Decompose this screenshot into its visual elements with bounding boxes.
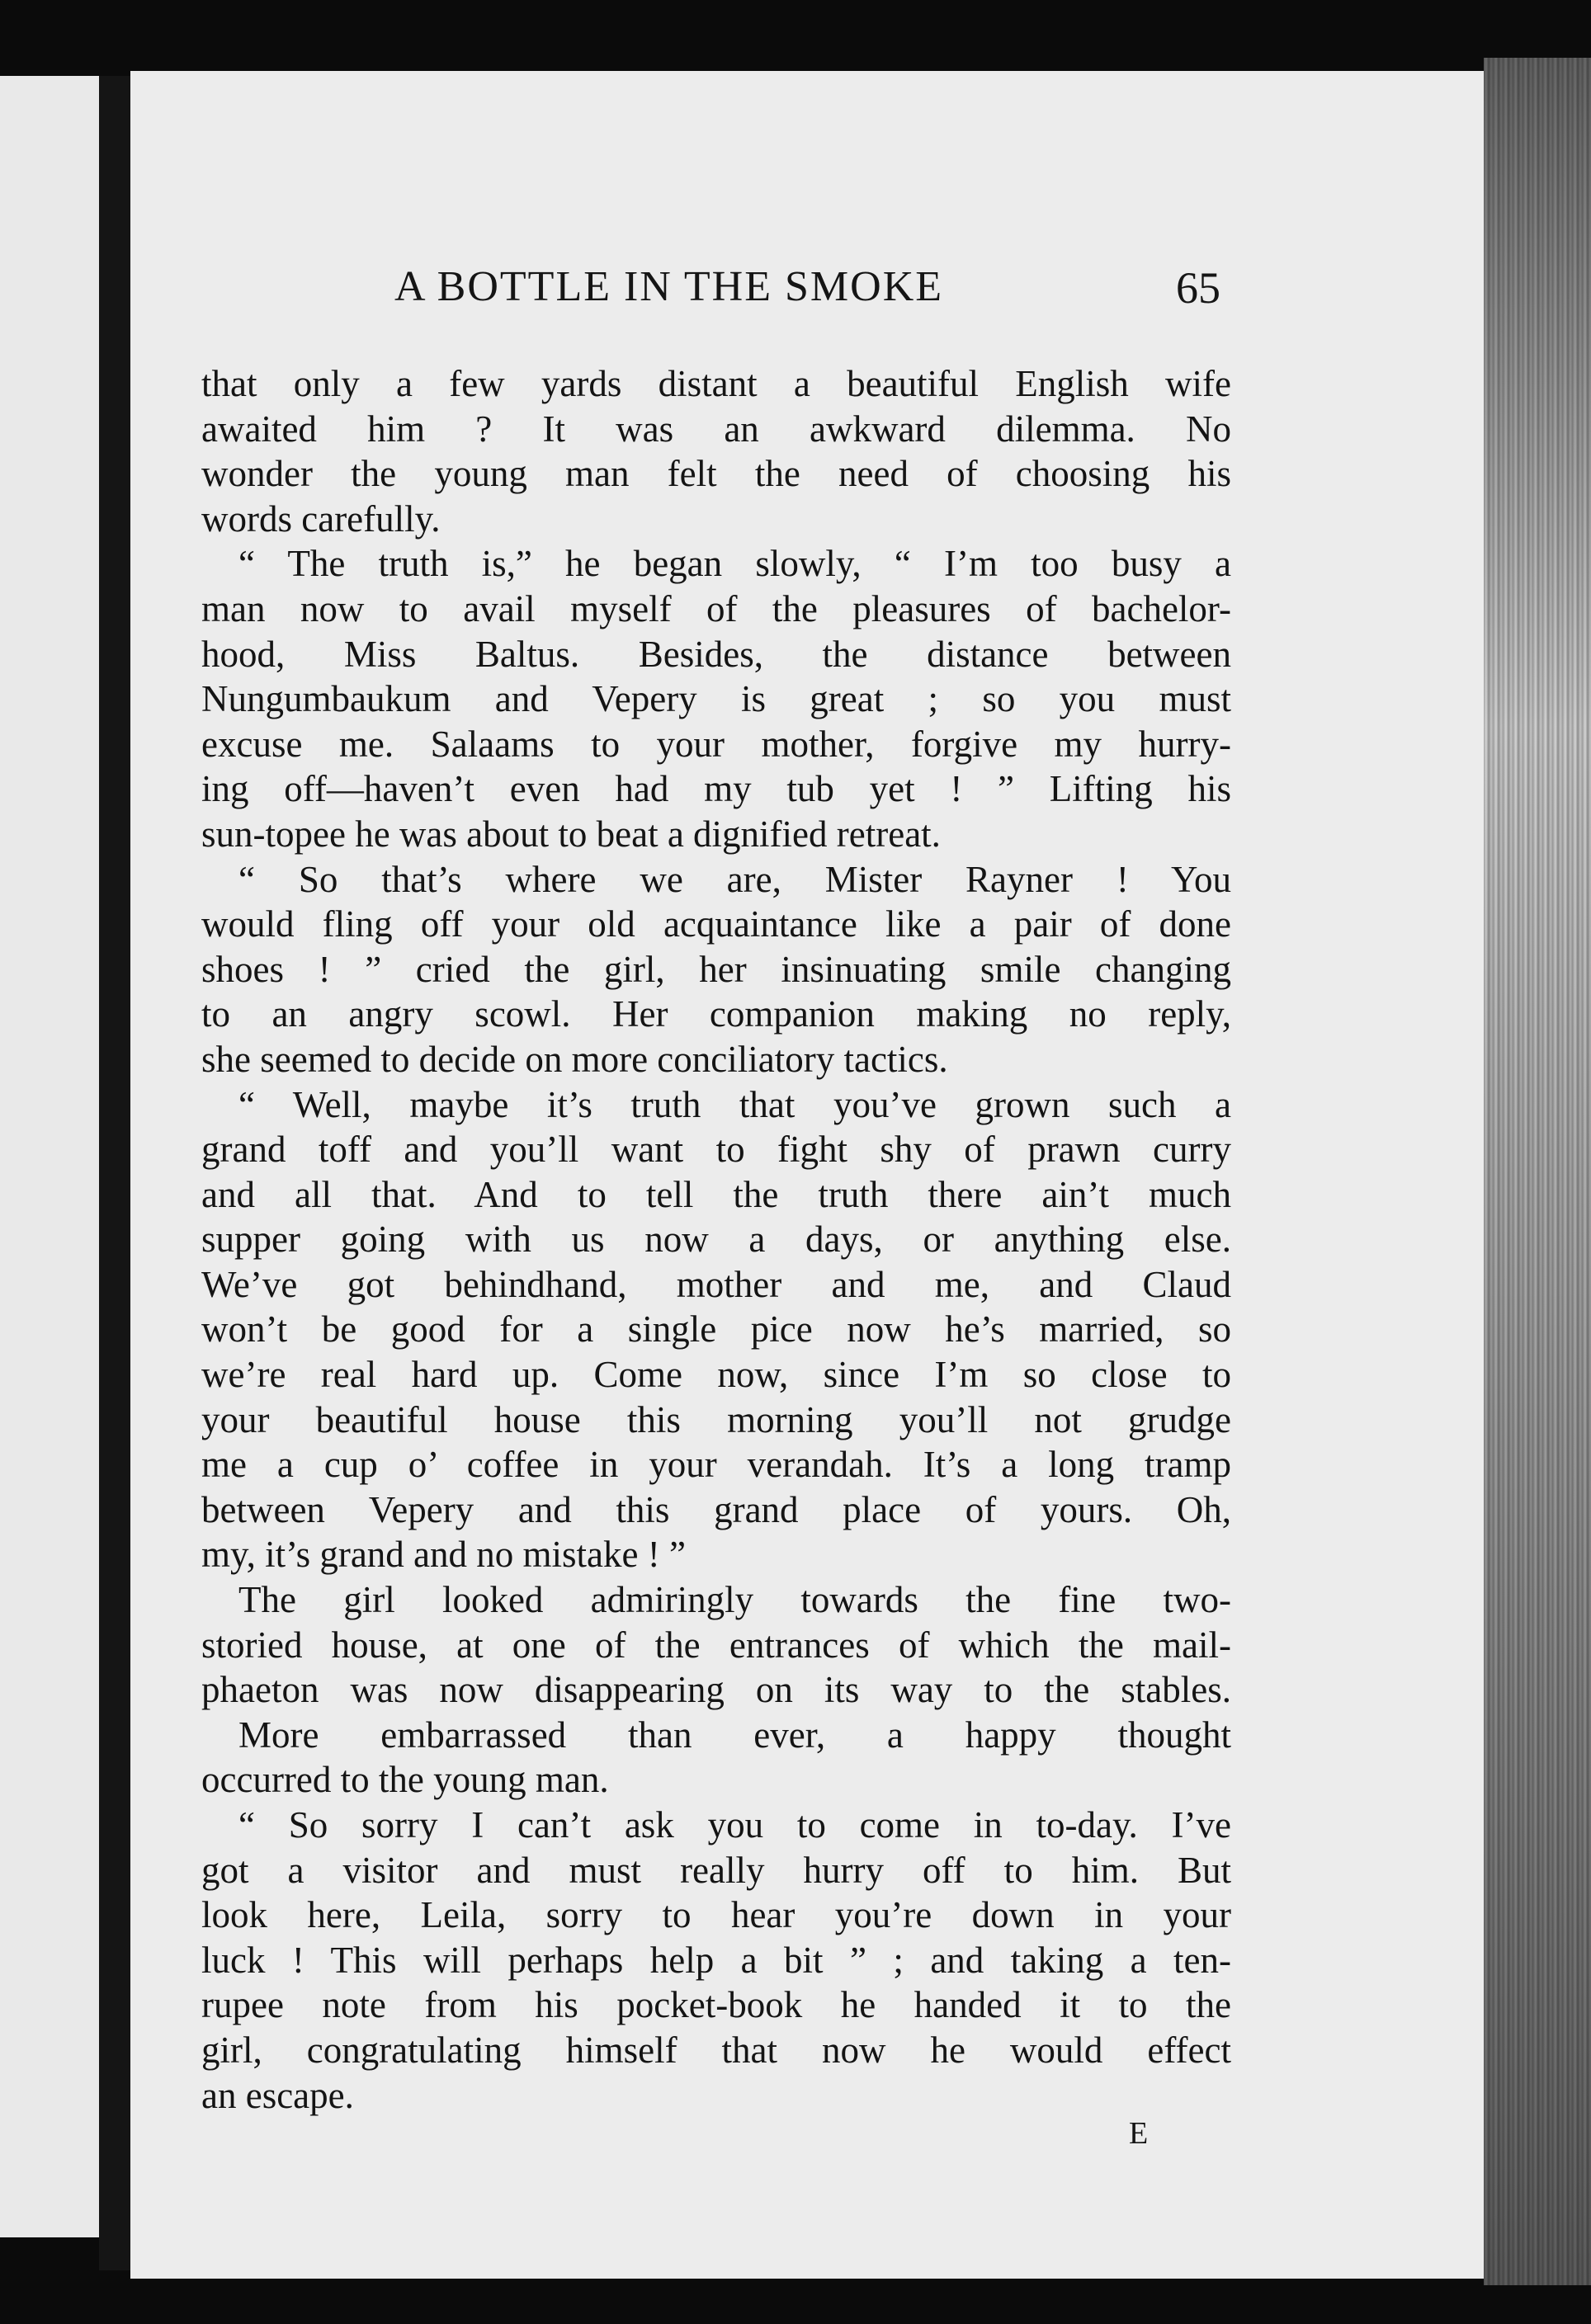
running-title: A BOTTLE IN THE SMOKE <box>394 263 944 310</box>
text-line: excuse me. Salaams to your mother, forgive my hurry- <box>201 723 1231 765</box>
text-line: your beautiful house this morning you’ll not grudge <box>201 1398 1231 1440</box>
left-page-edge <box>0 76 99 2237</box>
page-number: 65 <box>1176 263 1220 313</box>
text-line: wonder the young man felt the need of choosing his <box>201 453 1231 495</box>
signature-mark: E <box>1129 2116 1149 2151</box>
text-line: she seemed to decide on more conciliatory tactics. <box>201 1038 948 1080</box>
text-line: “ So that’s where we are, Mister Rayner ! You <box>238 858 1231 900</box>
book-gutter <box>99 76 130 2270</box>
page-block-edges <box>1484 58 1591 2285</box>
text-line: and all that. And to tell the truth there ain’t much <box>201 1173 1231 1215</box>
text-line: an escape. <box>201 2074 354 2116</box>
text-line: luck ! This will perhaps help a bit ” ; and taking a ten- <box>201 1939 1231 1981</box>
text-line: won’t be good for a single pice now he’s married, so <box>201 1308 1231 1351</box>
text-line: me a cup o’ coffee in your verandah. It’s a long tramp <box>201 1444 1231 1486</box>
text-line: ing off—haven’t even had my tub yet ! ” Lifting his <box>201 768 1231 810</box>
text-line: Nungumbaukum and Vepery is great ; so you must <box>201 678 1231 720</box>
text-line: that only a few yards distant a beautiful English wife <box>201 363 1231 404</box>
text-line: We’ve got behindhand, mother and me, and Claud <box>201 1263 1231 1305</box>
text-line: got a visitor and must really hurry off to him. But <box>201 1849 1231 1891</box>
text-line: girl, congratulating himself that now he would effect <box>201 2029 1231 2071</box>
text-line: words carefully. <box>201 497 441 540</box>
text-line: awaited him ? It was an awkward dilemma. No <box>201 408 1231 450</box>
book-page <box>130 71 1484 2279</box>
text-line: storied house, at one of the entrances of which the mail- <box>201 1624 1231 1666</box>
text-line: we’re real hard up. Come now, since I’m so close to <box>201 1354 1231 1396</box>
text-line: would fling off your old acquaintance like a pair of done <box>201 903 1231 945</box>
text-line: rupee note from his pocket-book he handed it to the <box>201 1984 1231 2026</box>
text-line: look here, Leila, sorry to hear you’re down in your <box>201 1894 1231 1936</box>
text-line: supper going with us now a days, or anything else. <box>201 1219 1231 1261</box>
text-line: sun-topee he was about to beat a dignified retreat. <box>201 813 941 855</box>
text-line: my, it’s grand and no mistake ! ” <box>201 1534 686 1576</box>
text-line: hood, Miss Baltus. Besides, the distance between <box>201 633 1231 675</box>
text-line: occurred to the young man. <box>201 1759 609 1801</box>
text-line: man now to avail myself of the pleasures of bachelor- <box>201 587 1231 629</box>
text-line: shoes ! ” cried the girl, her insinuating smile changing <box>201 948 1231 990</box>
text-line: grand toff and you’ll want to fight shy of prawn curry <box>201 1129 1231 1171</box>
text-line: phaeton was now disappearing on its way to the stables. <box>201 1669 1231 1711</box>
text-line: between Vepery and this grand place of yours. Oh, <box>201 1488 1231 1530</box>
body-text <box>201 361 1231 2118</box>
text-line: to an angry scowl. Her companion making no reply, <box>201 993 1231 1035</box>
page-header <box>130 262 1484 320</box>
text-line: “ Well, maybe it’s truth that you’ve grown such a <box>238 1083 1231 1125</box>
text-line: More embarrassed than ever, a happy thought <box>238 1714 1231 1756</box>
text-line: The girl looked admiringly towards the fine two- <box>238 1579 1231 1621</box>
text-line: “ The truth is,” he began slowly, “ I’m too busy a <box>238 543 1231 585</box>
text-line: “ So sorry I can’t ask you to come in to-day. I’ve <box>238 1804 1231 1846</box>
